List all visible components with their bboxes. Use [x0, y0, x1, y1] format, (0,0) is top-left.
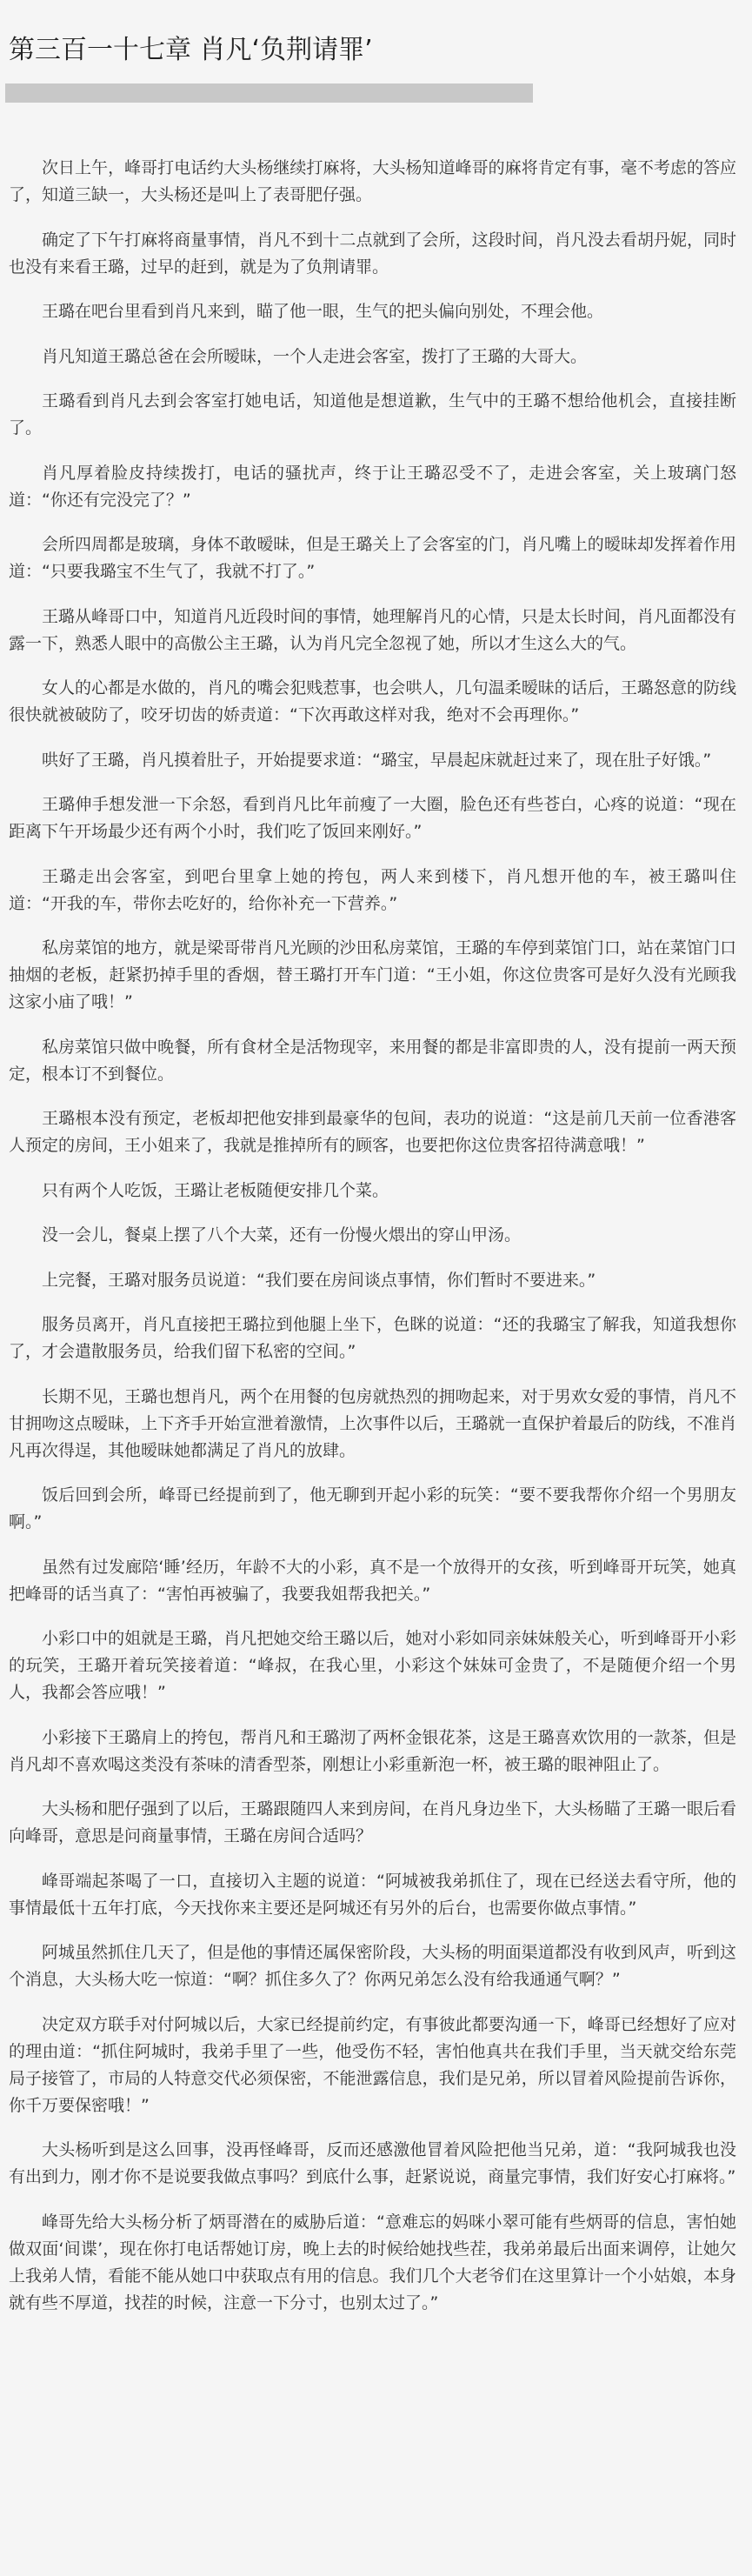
paragraph: 小彩接下王璐肩上的挎包，帮肖凡和王璐沏了两杯金银花茶，这是王璐喜欢饮用的一款茶，但是肖凡却不喜欢喝这类没有茶味的清香型茶，刚想让小彩重新泡一杯，被王璐的眼神阻止了。 — [9, 1727, 736, 1774]
paragraph: 服务员离开，肖凡直接把王璐拉到他腿上坐下，色眯的说道：“还的我璐宝了解我，知道我想你了，才会遣散服务员，给我们留下私密的空间。” — [9, 1315, 736, 1361]
paragraph: 长期不见，王璐也想肖凡，两个在用餐的包房就热烈的拥吻起来，对于男欢女爱的事情，肖凡不甘拥吻这点暧昧，上下齐手开始宣泄着激情，上次事件以后，王璐就一直保护着最后的防线，不准肖凡再次得逞，其他暧昧她都满足了肖凡的放肆。 — [9, 1386, 736, 1460]
paragraph: 上完餐，王璐对服务员说道：“我们要在房间谈点事情，你们暂时不要进来。” — [42, 1270, 596, 1290]
paragraph: 肖凡厚着脸皮持续拨打，电话的骚扰声，终于让王璐忍受不了，走进会客室，关上玻璃门怒道：“你还有完没完了？” — [9, 463, 736, 510]
paragraph: 小彩口中的姐就是王璐，肖凡把她交给王璐以后，她对小彩如同亲妹妹般关心，听到峰哥开小彩的玩笑，王璐开着玩笑接着道：“峰叔，在我心里，小彩这个妹妹可金贵了，不是随便介绍一个男人，我都会答应哦！” — [9, 1629, 736, 1702]
paragraph: 王璐根本没有预定，老板却把他安排到最豪华的包间，表功的说道：“这是前几天前一位香港客人预定的房间，王小姐来了，我就是推掉所有的顾客，也要把你这位贵客招待满意哦！” — [9, 1109, 736, 1155]
paragraph: 王璐从峰哥口中，知道肖凡近段时间的事情，她理解肖凡的心情，只是太长时间，肖凡面都没有露一下，熟悉人眼中的高傲公主王璐，认为肖凡完全忽视了她，所以才生这么大的气。 — [9, 606, 736, 653]
paragraph: 峰哥先给大头杨分析了炳哥潜在的威胁后道：“意难忘的妈咪小翠可能有些炳哥的信息，害怕她做双面‘间谍’，现在你打电话帮她订房，晚上去的时候给她找些茬，我弟弟最后出面来调停，让她欠上我弟人情，看能不能从她口中获取点有用的信息。我们几个大老爷们在这里算计一个小姑娘，本身就有些不厚道，找茬的时候，注意一下分寸，也别太过了。” — [9, 2212, 736, 2312]
paragraph: 峰哥端起茶喝了一口，直接切入主题的说道：“阿城被我弟抓住了，现在已经送去看守所，他的事情最低十五年打底，今天找你来主要还是阿城还有另外的后台，也需要你做点事情。” — [9, 1871, 736, 1918]
paragraph: 王璐伸手想发泄一下余怒，看到肖凡比年前瘦了一大圈，脸色还有些苍白，心疼的说道：“现在距离下午开场最少还有两个小时，我们吃了饭回来刚好。” — [9, 795, 736, 841]
paragraph: 阿城虽然抓住几天了，但是他的事情还属保密阶段，大头杨的明面渠道都没有收到风声，听到这个消息，大头杨大吃一惊道：“啊？抓住多久了？你两兄弟怎么没有给我通通气啊？” — [9, 1943, 736, 1989]
paragraph: 只有两个人吃饭，王璐让老板随便安排几个菜。 — [42, 1180, 389, 1200]
paragraph: 王璐看到肖凡去到会客室打她电话，知道他是想道歉，生气中的王璐不想给他机会，直接挂断了。 — [9, 391, 736, 437]
paragraph: 饭后回到会所，峰哥已经提前到了，他无聊到开起小彩的玩笑：“要不要我帮你介绍一个男朋友啊。” — [9, 1485, 736, 1532]
paragraph: 肖凡知道王璐总爸在会所暧昧，一个人走进会客室，拨打了王璐的大哥大。 — [42, 346, 588, 366]
paragraph: 决定双方联手对付阿城以后，大家已经提前约定，有事彼此都要沟通一下，峰哥已经想好了应对的理由道：“抓住阿城时，我弟手里了一些，他受伤不轻，害怕他真共在我们手里，当天就交给东莞局子接管了，市局的人特意交代必须保密，不能泄露信息，我们是兄弟，所以冒着风险提前告诉你，你千万要保密哦！” — [9, 2014, 736, 2115]
paragraph: 虽然有过发廊陪‘睡’经历，年龄不大的小彩，真不是一个放得开的女孩，听到峰哥开玩笑，她真把峰哥的话当真了：“害怕再被骗了，我要我姐帮我把关。” — [9, 1557, 736, 1604]
chapter-title: 第三百一十七章 肖凡‘负荆请罪’ — [9, 35, 373, 65]
paragraph: 次日上午，峰哥打电话约大头杨继续打麻将，大头杨知道峰哥的麻将肯定有事，毫不考虑的答应了，知道三缺一，大头杨还是叫上了表哥肥仔强。 — [9, 158, 736, 204]
paragraph: 大头杨听到是这么回事，没再怪峰哥，反而还感激他冒着风险把他当兄弟，道：“我阿城我也没有出到力，刚才你不是说要我做点事吗？到底什么事，赶紧说说，商量完事情，我们好安心打麻将。” — [9, 2140, 736, 2186]
paragraph: 哄好了王璐，肖凡摸着肚子，开始提要求道：“璐宝，早晨起床就赶过来了，现在肚子好饿。” — [42, 750, 712, 770]
paragraph: 大头杨和肥仔强到了以后，王璐跟随四人来到房间，在肖凡身边坐下，大头杨瞄了王璐一眼后看向峰哥，意思是问商量事情，王璐在房间合适吗？ — [9, 1799, 736, 1845]
paragraph: 会所四周都是玻璃，身体不敢暧昧，但是王璐关上了会客室的门，肖凡嘴上的暧昧却发挥着作用道：“只要我璐宝不生气了，我就不打了。” — [9, 535, 736, 581]
paragraph: 没一会儿，餐桌上摆了八个大菜，还有一份慢火煨出的穿山甲汤。 — [42, 1225, 522, 1245]
title-underline-bar — [5, 83, 533, 103]
paragraph: 确定了下午打麻将商量事情，肖凡不到十二点就到了会所，这段时间，肖凡没去看胡丹妮，同时也没有来看王璐，过早的赶到，就是为了负荆请罪。 — [9, 230, 736, 277]
paragraph: 女人的心都是水做的，肖凡的嘴会犯贱惹事，也会哄人，几句温柔暧昧的话后，王璐怒意的防线很快就被破防了，咬牙切齿的娇责道：“下次再敢这样对我，绝对不会再理你。” — [9, 678, 736, 724]
paragraph: 私房菜馆的地方，就是梁哥带肖凡光顾的沙田私房菜馆，王璐的车停到菜馆门口，站在菜馆门口抽烟的老板，赶紧扔掉手里的香烟，替王璐打开车门道：“王小姐，你这位贵客可是好久没有光顾我这家小庙了哦！” — [9, 938, 736, 1011]
chapter-content — [0, 103, 752, 2317]
paragraph: 王璐在吧台里看到肖凡来到，瞄了他一眼，生气的把头偏向别处，不理会他。 — [42, 302, 604, 321]
paragraph: 王璐走出会客室，到吧台里拿上她的挎包，两人来到楼下，肖凡想开他的车，被王璐叫住道：“开我的车，带你去吃好的，给你补充一下营养。” — [9, 866, 736, 913]
paragraph: 私房菜馆只做中晚餐，所有食材全是活物现宰，来用餐的都是非富即贵的人，没有提前一两天预定，根本订不到餐位。 — [9, 1037, 736, 1084]
